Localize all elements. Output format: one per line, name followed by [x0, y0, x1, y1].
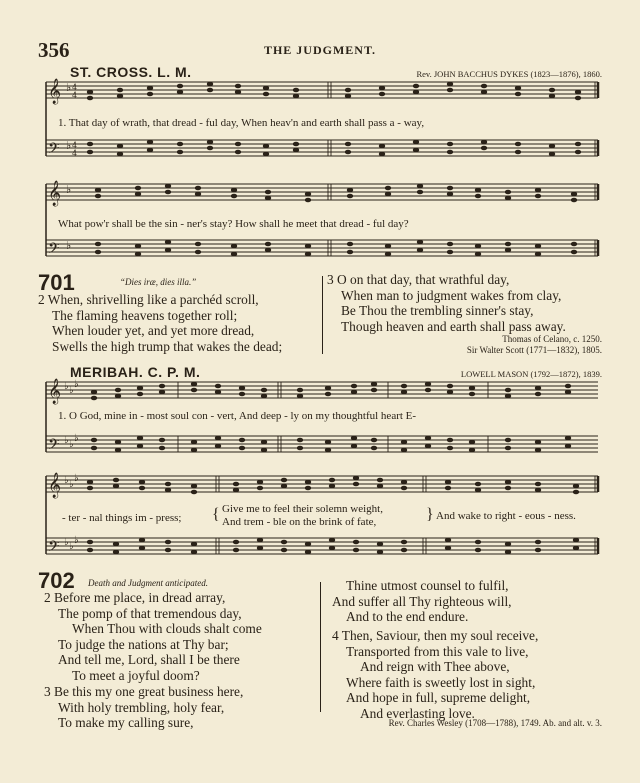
svg-text:♭: ♭	[64, 435, 69, 446]
svg-text:4: 4	[72, 83, 78, 92]
svg-text:♭: ♭	[66, 239, 72, 252]
hymn702-credit: Rev. Charles Wesley (1708—1788), 1749. Ab. and alt. v. 3.	[388, 718, 602, 728]
verse-line: Swells the high trump that wakes the dead;	[52, 338, 283, 354]
music-system-3	[38, 380, 602, 470]
verse-line: Transported from this vale to live,	[346, 643, 529, 659]
svg-text:𝄢: 𝄢	[48, 538, 60, 559]
page-number: 356	[38, 38, 70, 62]
verse-line: The flaming heavens together roll;	[52, 307, 238, 323]
hymn701-stanza-2	[38, 292, 282, 354]
hymn-number-702: 702	[38, 568, 75, 593]
hymn701-credit-2: Sir Walter Scott (1771—1832), 1805.	[466, 345, 602, 355]
tune2-lyric-line-2c: And trem - ble on the brink of fate,	[222, 516, 377, 528]
hymn702-stanza-3	[44, 684, 243, 731]
hymn702-stanza-4	[332, 628, 538, 721]
verse-line: To meet a joyful doom?	[72, 667, 200, 683]
verse-line: Though heaven and earth shall pass away.	[341, 318, 566, 334]
verse-line: And everlasting love.	[360, 705, 475, 721]
svg-text:♭: ♭	[69, 385, 74, 396]
tune1-lyric-line-1: 1. That day of wrath, that dread - ful day, When heav'n and earth shall pass a - way,	[58, 117, 425, 129]
verse-line: To judge the nations at Thy bar;	[58, 636, 229, 652]
tune2-lyric-line-2d: And wake to right - eous - ness.	[436, 510, 576, 522]
tune2-lyric-line-2a: - ter - nal things im - press;	[62, 512, 182, 524]
verse-line: 3 O on that day, that wrathful day,	[327, 272, 510, 287]
verse-line: 2 When, shrivelling like a parchéd scroll,	[38, 292, 259, 307]
tune1-lyric-line-2: What pow'r shall be the sin - ner's stay? How shall he meet that dread - ful day?	[58, 218, 409, 230]
svg-text:𝄢: 𝄢	[48, 140, 60, 161]
verse-line: With holy trembling, holy fear,	[58, 699, 225, 715]
svg-text:4: 4	[72, 149, 78, 158]
svg-text:♭: ♭	[66, 81, 72, 94]
hymn701-credit-1: Thomas of Celano, c. 1250.	[502, 334, 602, 344]
svg-text:♭: ♭	[74, 473, 79, 484]
svg-text:♭: ♭	[69, 541, 74, 552]
svg-text:♭: ♭	[64, 381, 69, 392]
hymn702-stanza-2	[44, 590, 262, 683]
svg-text:𝄢: 𝄢	[48, 240, 60, 261]
verse-line: Thine utmost counsel to fulfil,	[346, 578, 509, 593]
column-divider-2	[320, 582, 321, 712]
svg-text:𝄞: 𝄞	[48, 379, 62, 404]
svg-text:♭: ♭	[69, 439, 74, 450]
svg-text:𝄞: 𝄞	[48, 79, 62, 104]
verse-line: And tell me, Lord, shall I be there	[58, 652, 240, 667]
svg-text:4: 4	[72, 141, 78, 150]
svg-text:♭: ♭	[74, 433, 79, 444]
svg-text:4: 4	[72, 91, 78, 100]
svg-text:♭: ♭	[66, 139, 72, 152]
verse-line: Be Thou the trembling sinner's stay,	[341, 303, 534, 318]
verse-line: Where faith is sweetly lost in sight,	[346, 674, 536, 690]
tune2-lyric-line-2b: Give me to feel their solemn weight,	[222, 503, 383, 515]
verse-line: When man to judgment wakes from clay,	[341, 287, 562, 303]
verse-line: 3 Be this my one great business here,	[44, 684, 244, 699]
verse-line: To make my calling sure,	[58, 715, 194, 730]
tune-composer-mason: LOWELL MASON (1792—1872), 1839.	[460, 369, 602, 379]
hymn-number-701: 701	[38, 270, 75, 295]
tune-composer-dykes: Rev. JOHN BACCHUS DYKES (1823—1876), 1860.	[416, 69, 602, 79]
column-divider	[322, 276, 323, 354]
svg-text:𝄞: 𝄞	[48, 181, 62, 206]
verse-line: When louder yet, and yet more dread,	[52, 323, 255, 338]
svg-text:♭: ♭	[74, 535, 79, 546]
verse-line: 2 Before me place, in dread array,	[44, 590, 226, 605]
svg-text:♭: ♭	[69, 479, 74, 490]
hymn701-stanza-3	[327, 272, 566, 334]
svg-text:𝄢: 𝄢	[48, 436, 60, 457]
svg-text:♭: ♭	[74, 379, 79, 390]
svg-text:♭: ♭	[64, 537, 69, 548]
svg-text:♭: ♭	[64, 475, 69, 486]
hymn702-caption: Death and Judgment anticipated.	[88, 578, 208, 588]
verse-line: 4 Then, Saviour, then my soul receive,	[332, 628, 539, 643]
svg-text:𝄞: 𝄞	[48, 473, 62, 498]
lyric-brace-open: {	[212, 506, 220, 523]
verse-line: And suffer all Thy righteous will,	[332, 593, 512, 609]
running-head: THE JUDGMENT.	[263, 43, 377, 57]
verse-line: And hope in full, supreme delight,	[346, 690, 531, 705]
tune-name-st-cross: ST. CROSS. L. M.	[70, 64, 192, 80]
verse-line: And to the end endure.	[346, 609, 469, 624]
verse-line: When Thou with clouds shalt come	[72, 621, 262, 636]
lyric-brace-close: }	[426, 506, 434, 523]
hymn702-stanza-3-continued	[332, 578, 512, 625]
hymn701-caption: “Dies iræ, dies illa.”	[120, 277, 197, 287]
tune-name-meribah: MERIBAH. C. P. M.	[70, 364, 201, 380]
tune2-lyric-line-1: 1. O God, mine in - most soul con - vert, And deep - ly on my thoughtful heart E-	[58, 410, 417, 422]
verse-line: And reign with Thee above,	[360, 659, 510, 674]
verse-line: The pomp of that tremendous day,	[58, 605, 242, 621]
svg-text:♭: ♭	[66, 183, 72, 196]
